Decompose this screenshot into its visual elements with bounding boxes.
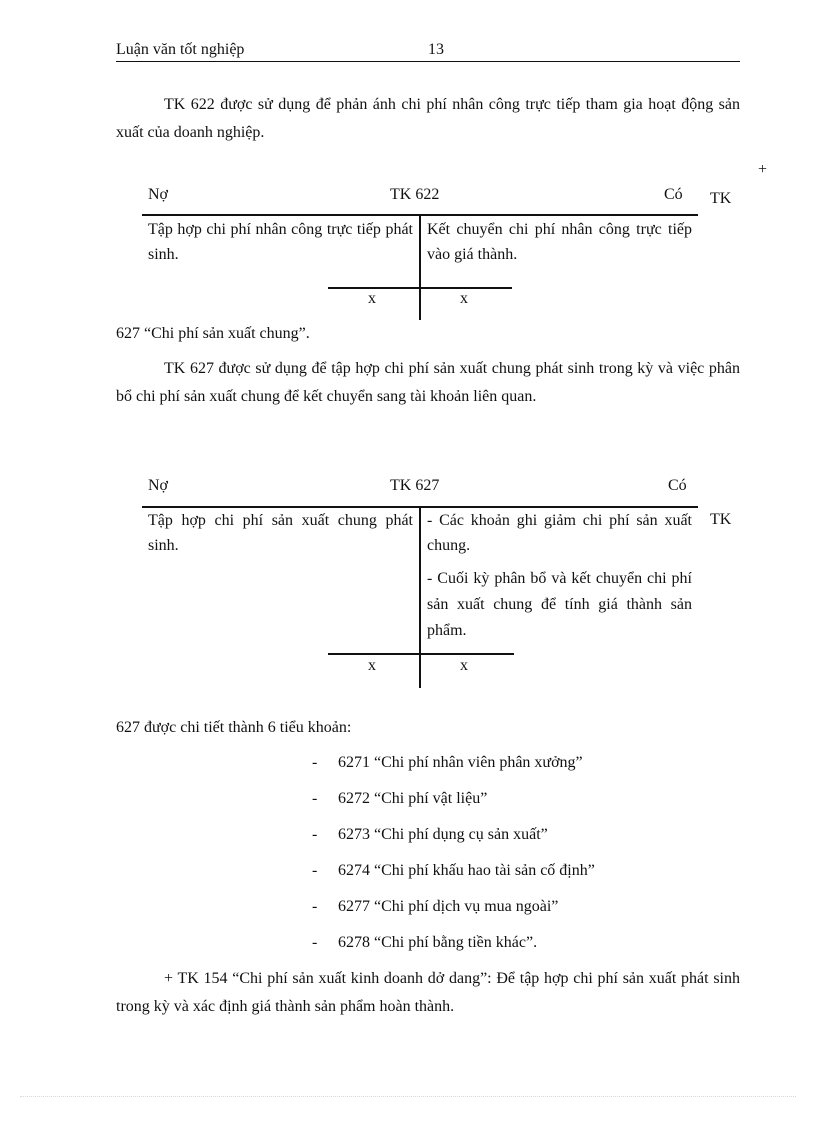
page-number: 13 <box>428 41 444 58</box>
list-item-text: 6274 “Chi phí khấu hao tài sản cố định” <box>338 862 595 879</box>
tk-marker-1: TK <box>710 190 732 207</box>
debit-label: Nợ <box>148 477 169 494</box>
paragraph-tk622 <box>116 91 740 147</box>
list-item-text: 6277 “Chi phí dịch vụ mua ngoài” <box>338 898 559 915</box>
debit-label: Nợ <box>148 186 169 203</box>
paragraph-tk154-text: + TK 154 “Chi phí sản xuất kinh doanh dở dang”: Để tập hợp chi phí sản xuất phát sinh trong kỳ và xác định giá thành sản phẩm hoàn thành. <box>116 970 740 1015</box>
balance-rule <box>328 287 512 289</box>
list-item-text: 6272 “Chi phí vật liệu” <box>338 790 488 807</box>
sub-accounts-intro: 627 được chi tiết thành 6 tiểu khoản: <box>116 719 352 736</box>
list-dash: - <box>312 790 318 807</box>
list-item <box>312 789 487 809</box>
list-item-text: 6273 “Chi phí dụng cụ sản xuất” <box>338 826 548 843</box>
tk627-line: 627 “Chi phí sản xuất chung”. <box>116 325 310 342</box>
debit-entry: Tập hợp chi phí nhân công trực tiếp phát sinh. <box>148 221 413 263</box>
list-item <box>312 861 595 881</box>
account-title: TK 622 <box>390 186 440 203</box>
balance-rule <box>328 653 514 655</box>
list-item <box>312 753 583 773</box>
list-item-text: 6271 “Chi phí nhân viên phân xưởng” <box>338 754 583 771</box>
credit-balance: x <box>460 657 468 674</box>
list-item-text: 6278 “Chi phí bằng tiền khác”. <box>338 934 538 951</box>
paragraph-tk154 <box>116 965 740 1021</box>
tk-marker-2: TK <box>710 511 732 528</box>
credit-balance: x <box>460 290 468 307</box>
plus-marker: + <box>758 161 768 178</box>
list-dash: - <box>312 754 318 771</box>
credit-entry-1: - Các khoản ghi giảm chi phí sản xuất chung. <box>427 512 692 554</box>
list-item <box>312 933 537 953</box>
header-rule <box>116 61 740 62</box>
footer-dotted-line <box>20 1096 796 1097</box>
credit-label: Có <box>668 477 687 494</box>
list-dash: - <box>312 826 318 843</box>
header-title: Luận văn tốt nghiệp <box>116 41 245 58</box>
t-account-divider <box>419 506 421 688</box>
paragraph-tk627-text: TK 627 được sử dụng để tập hợp chi phí sản xuất chung phát sinh trong kỳ và việc phân bổ chi phí sản xuất chung để kết chuyển sang tài khoản liên quan. <box>116 360 740 405</box>
list-item <box>312 825 548 845</box>
paragraph-tk622-text: TK 622 được sử dụng để phản ánh chi phí nhân công trực tiếp tham gia hoạt động sản xuất của doanh nghiệp. <box>116 96 740 141</box>
credit-entry-2: - Cuối kỳ phân bổ và kết chuyển chi phí sản xuất chung để tính giá thành sản phẩm. <box>427 570 692 639</box>
account-title: TK 627 <box>390 477 440 494</box>
debit-entry: Tập hợp chi phí sản xuất chung phát sinh. <box>148 512 413 554</box>
paragraph-tk627 <box>116 355 740 411</box>
debit-balance: x <box>368 290 376 307</box>
t-account-divider <box>419 214 421 320</box>
list-dash: - <box>312 934 318 951</box>
credit-label: Có <box>664 186 683 203</box>
list-item <box>312 897 558 917</box>
debit-balance: x <box>368 657 376 674</box>
list-dash: - <box>312 898 318 915</box>
list-dash: - <box>312 862 318 879</box>
credit-entry: Kết chuyển chi phí nhân công trực tiếp vào giá thành. <box>427 221 692 263</box>
